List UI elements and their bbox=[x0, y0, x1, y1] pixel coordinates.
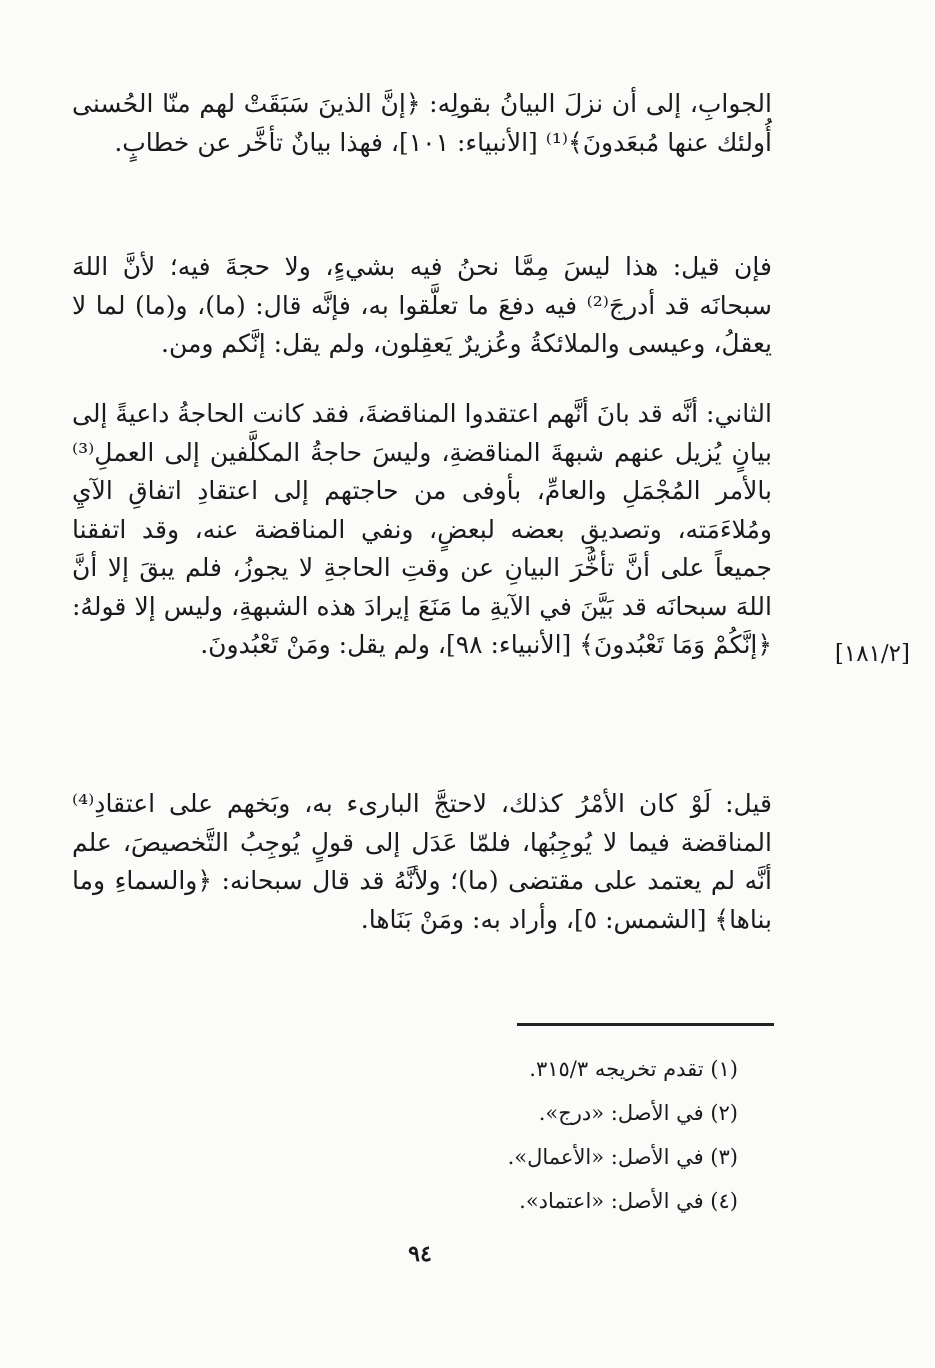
paragraph-text: قيل: لَوْ كان الأمْرُ كذلك، لاحتجَّ البارىء به، وبَخهم على اعتقادِ⁽⁴⁾ المناقضة فيما لا يُوجِبُها، فلمّا عَدَل إلى قولٍ يُوجِبُ التَّخصيصَ، علم أنَّه لم يعتمد على مقتضى (ما)؛ ولأنَّهُ قد قال سبحانه: ﴿والسماءِ وما بناها﴾ [الشمس: ٥]، وأراد به: ومَنْ بَنَاها. bbox=[72, 789, 772, 934]
footnotes bbox=[300, 1047, 738, 1223]
paragraph-text: الجوابِ، إلى أن نزلَ البيانُ بقولِه: ﴿إنَّ الذينَ سَبَقَتْ لهم منّا الحُسنى أُولئك عنها مُبعَدونَ﴾⁽¹⁾ [الأنبياء: ١٠١]، فهذا بيانٌ تأخَّر عن خطابٍ. bbox=[72, 89, 772, 157]
body-paragraph-2 bbox=[72, 248, 772, 364]
footnote-4: (٤) في الأصل: «اعتماد». bbox=[519, 1189, 738, 1213]
footnote-1: (١) تقدم تخريجه ٣١٥/٣. bbox=[529, 1057, 738, 1081]
body-paragraph-4 bbox=[72, 785, 772, 939]
page-number: ٩٤ bbox=[408, 1241, 432, 1267]
footnote-2: (٢) في الأصل: «درج». bbox=[538, 1101, 738, 1125]
paragraph-text: فإن قيل: هذا ليسَ مِمَّا نحنُ فيه بشيءٍ، ولا حجةَ فيه؛ لأنَّ اللهَ سبحانَه قد أدرجَ⁽²⁾ فيه دفعَ ما تعلَّقوا به، فإنَّه قال: (ما)، و(ما) لما لا يعقلُ، وعيسى والملائكةُ وعُزيرٌ يَعقِلون، ولم يقل: إنَّكم ومن. bbox=[72, 252, 772, 358]
footnote-divider bbox=[517, 1023, 774, 1026]
body-paragraph-3 bbox=[72, 395, 772, 665]
margin-page-reference: [١٨١/٢] bbox=[834, 641, 910, 667]
body-paragraph-1 bbox=[72, 85, 772, 162]
footnote-3: (٣) في الأصل: «الأعمال». bbox=[507, 1145, 738, 1169]
paragraph-text: الثاني: أنَّه قد بانَ أنَّهم اعتقدوا المناقضةَ، فقد كانت الحاجةُ داعيةً إلى بيانٍ يُزيل عنهم شبهةَ المناقضةِ، وليسَ حاجةُ المكلَّفين إلى العملِ⁽³⁾ بالأمر المُجْمَلِ والعامِّ، بأوفى من حاجتهم إلى اعتقادِ اتفاقِ الآيِ ومُلاءَمَته، وتصديقِ بعضه لبعضٍ، ونفي المناقضة عنه، وقد اتفقنا جميعاً على أنَّ تأخُّرَ البيانِ عن وقتِ الحاجةِ لا يجوزُ، فلم يبقَ إلا أنَّ اللهَ سبحانَه قد بَيَّنَ في الآيةِ ما مَنَعَ إيرادَ هذه الشبهةِ، وليس إلا قولهُ: ﴿إنَّكُمْ وَمَا تَعْبُدونَ﴾ [الأنبياء: ٩٨]، ولم يقل: ومَنْ تَعْبُدونَ. bbox=[72, 399, 772, 659]
